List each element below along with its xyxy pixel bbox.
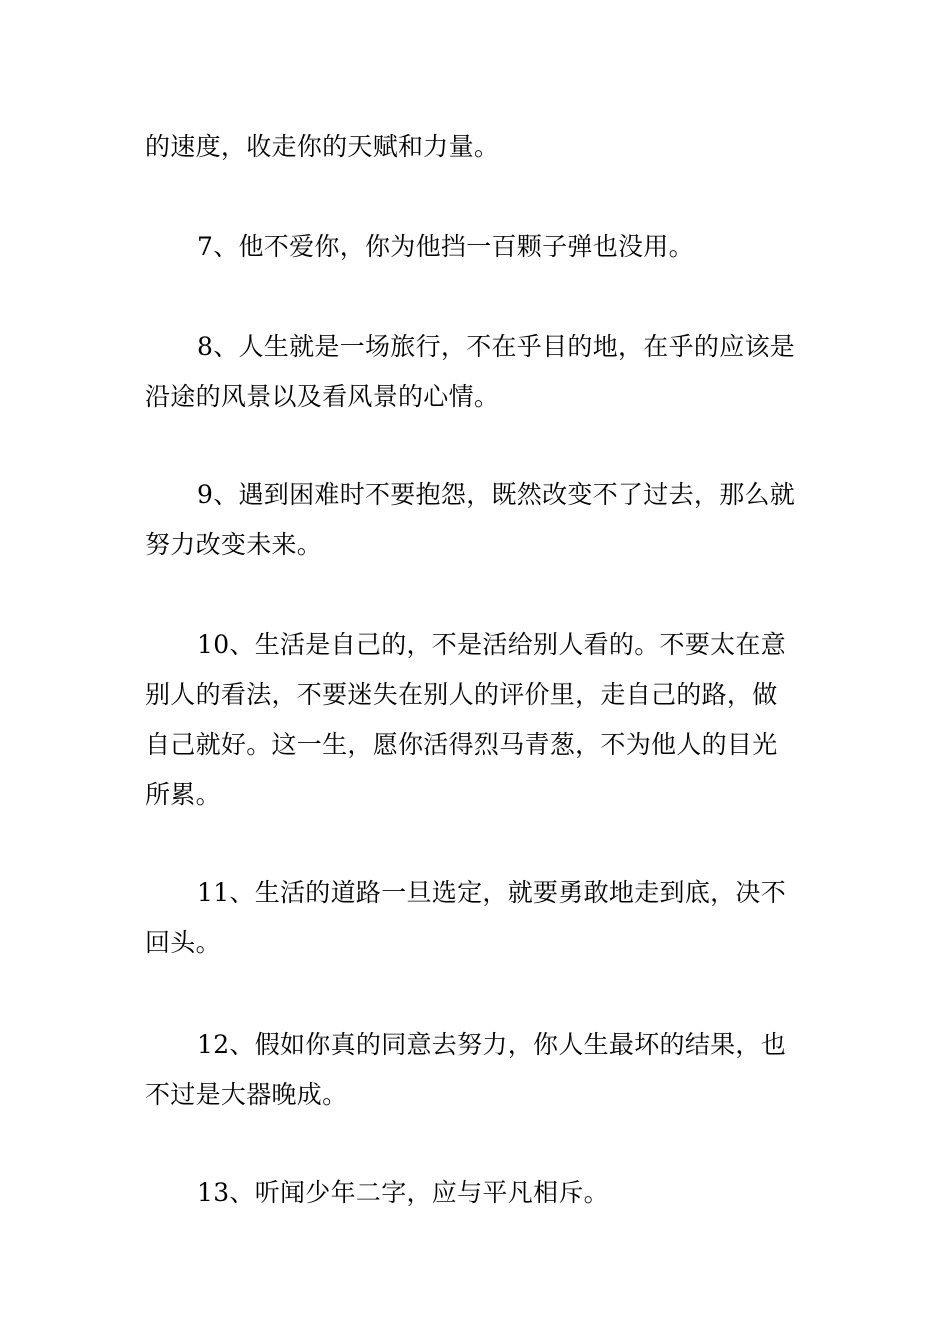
paragraph-6-continuation — [145, 122, 809, 172]
paragraph-10 — [145, 620, 809, 820]
text-line: 所累。 — [145, 780, 221, 809]
text-line: 的速度，收走你的天赋和力量。 — [145, 132, 500, 161]
text-line: 12、假如你真的同意去努力，你人生最坏的结果，也 — [197, 1030, 787, 1059]
text-line: 10、生活是自己的，不是活给别人看的。不要太在意 — [197, 630, 787, 659]
text-line: 自己就好。这一生，愿你活得烈马青葱，不为他人的目光 — [145, 730, 778, 759]
text-line: 回头。 — [145, 928, 221, 957]
text-line: 8、人生就是一场旅行，不在乎目的地，在乎的应该是 — [197, 332, 796, 361]
paragraph-8 — [145, 322, 809, 422]
paragraph-12 — [145, 1020, 809, 1120]
text-line: 13、听闻少年二字，应与平凡相斥。 — [197, 1178, 609, 1207]
text-line: 沿途的风景以及看风景的心情。 — [145, 382, 500, 411]
paragraph-7 — [145, 222, 809, 272]
text-line: 努力改变未来。 — [145, 530, 323, 559]
paragraph-11 — [145, 868, 809, 968]
text-line: 9、遇到困难时不要抱怨，既然改变不了过去，那么就 — [197, 480, 796, 509]
paragraph-13 — [145, 1168, 809, 1218]
text-line: 11、生活的道路一旦选定，就要勇敢地走到底，决不 — [197, 878, 787, 907]
text-line: 别人的看法，不要迷失在别人的评价里，走自己的路，做 — [145, 680, 778, 709]
paragraph-9 — [145, 470, 809, 570]
text-line: 7、他不爱你，你为他挡一百颗子弹也没用。 — [197, 232, 694, 261]
text-line: 不过是大器晚成。 — [145, 1080, 348, 1109]
